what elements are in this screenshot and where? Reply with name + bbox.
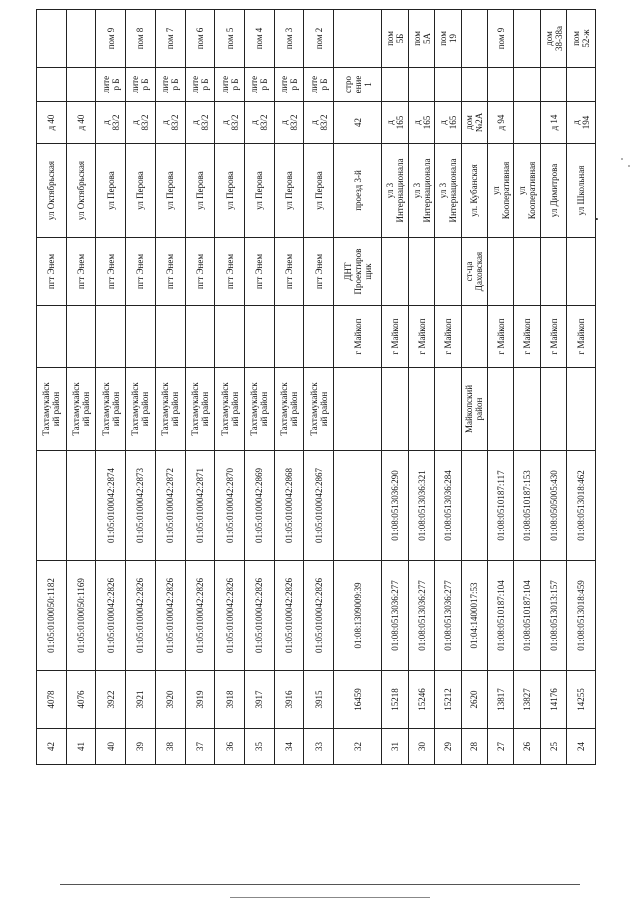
city-cell (274, 306, 304, 368)
house-cell: д 14 (540, 102, 566, 144)
city-cell: г Майкоп (514, 306, 540, 368)
premises-cell: пом 5 (215, 10, 245, 68)
room-cadastral-number-cell: 01:05:0100042:2871 (185, 451, 215, 561)
street-cell: ул Перова (274, 144, 304, 238)
house-cell: д 83/2 (155, 102, 185, 144)
row-number-cell: 33 (304, 729, 334, 765)
object-id-cell: 3915 (304, 671, 334, 729)
street-cell: ул Перова (185, 144, 215, 238)
city-cell (37, 306, 67, 368)
city-cell (96, 306, 126, 368)
table-row (488, 10, 514, 765)
building-cell: лите р Б (126, 68, 156, 102)
district-cell: Майкопский район (461, 368, 487, 451)
premises-cell: пом 6 (185, 10, 215, 68)
city-cell: г Майкоп (567, 306, 596, 368)
house-cell: д 194 (567, 102, 596, 144)
building-cell (567, 68, 596, 102)
object-id-cell: 3916 (274, 671, 304, 729)
cadastral-number-cell: 01:05:0100042:2826 (215, 561, 245, 671)
room-cadastral-number-cell (461, 451, 487, 561)
row-number-cell: 35 (244, 729, 274, 765)
object-id-cell: 3917 (244, 671, 274, 729)
table-row (244, 10, 274, 765)
scan-speck (595, 218, 598, 220)
city-cell (461, 306, 487, 368)
cadastral-number-cell: 01:08:0513036:277 (435, 561, 461, 671)
settlement-cell: пгт Энем (155, 238, 185, 306)
room-cadastral-number-cell: 01:05:0100042:2869 (244, 451, 274, 561)
row-number-cell: 26 (514, 729, 540, 765)
table-row (435, 10, 461, 765)
premises-cell (461, 10, 487, 68)
cadastral-number-cell: 01:08:0510187:104 (514, 561, 540, 671)
district-cell: Тахтамукайск ий район (304, 368, 334, 451)
house-cell: д 165 (382, 102, 408, 144)
settlement-cell (540, 238, 566, 306)
room-cadastral-number-cell: 01:08:0513036:321 (408, 451, 434, 561)
row-number-cell: 42 (37, 729, 67, 765)
district-cell: Тахтамукайск ий район (215, 368, 245, 451)
row-number-cell: 29 (435, 729, 461, 765)
cadastral-number-cell: 01:08:0510187:104 (488, 561, 514, 671)
settlement-cell: пгт Энем (274, 238, 304, 306)
district-cell (408, 368, 434, 451)
house-cell: д 83/2 (215, 102, 245, 144)
building-cell (435, 68, 461, 102)
cadastral-number-cell: 01:08:0513018:459 (567, 561, 596, 671)
object-id-cell: 3918 (215, 671, 245, 729)
building-cell: лите р Б (185, 68, 215, 102)
district-cell: Тахтамукайск ий район (185, 368, 215, 451)
premises-cell: пом 3 (274, 10, 304, 68)
house-cell: д 83/2 (244, 102, 274, 144)
row-number-cell: 28 (461, 729, 487, 765)
premises-cell (66, 10, 96, 68)
district-cell (540, 368, 566, 451)
street-cell: ул Димитрова (540, 144, 566, 238)
building-cell: лите р Б (244, 68, 274, 102)
row-number-cell: 36 (215, 729, 245, 765)
cadastral-number-cell: 01:05:0100042:2826 (244, 561, 274, 671)
street-cell: ул Октябрьская (66, 144, 96, 238)
room-cadastral-number-cell: 01:08:0510187:117 (488, 451, 514, 561)
cadastral-number-cell: 01:05:0100042:2826 (155, 561, 185, 671)
table-row (155, 10, 185, 765)
object-id-cell: 3921 (126, 671, 156, 729)
district-cell (514, 368, 540, 451)
building-cell: лите р Б (96, 68, 126, 102)
house-cell: 42 (334, 102, 382, 144)
room-cadastral-number-cell (334, 451, 382, 561)
scan-edge-line (230, 897, 430, 898)
building-cell: лите р Б (304, 68, 334, 102)
city-cell (244, 306, 274, 368)
property-register-table (36, 9, 596, 765)
street-cell: проезд 3-й (334, 144, 382, 238)
table-row (66, 10, 96, 765)
room-cadastral-number-cell: 01:08:0505005:430 (540, 451, 566, 561)
row-number-cell: 32 (334, 729, 382, 765)
street-cell: ул 3 Интернационала (408, 144, 434, 238)
city-cell: г Майкоп (435, 306, 461, 368)
premises-cell: пом 9 (96, 10, 126, 68)
settlement-cell: пгт Энем (185, 238, 215, 306)
table-row (126, 10, 156, 765)
city-cell: г Майкоп (488, 306, 514, 368)
table-body (37, 10, 596, 765)
street-cell: ул Перова (96, 144, 126, 238)
premises-cell: пом 4 (244, 10, 274, 68)
scan-speck (621, 158, 623, 160)
premises-cell: пом 8 (126, 10, 156, 68)
object-id-cell: 15218 (382, 671, 408, 729)
table-row (304, 10, 334, 765)
cadastral-number-cell: 01:08:0513036:277 (408, 561, 434, 671)
street-cell: ул Перова (155, 144, 185, 238)
building-cell: лите р Б (155, 68, 185, 102)
row-number-cell: 34 (274, 729, 304, 765)
premises-cell: пом 9 (488, 10, 514, 68)
street-cell: ул Перова (304, 144, 334, 238)
district-cell (382, 368, 408, 451)
row-number-cell: 27 (488, 729, 514, 765)
district-cell: Тахтамукайск ий район (274, 368, 304, 451)
scan-speck (628, 165, 630, 167)
building-cell: лите р Б (274, 68, 304, 102)
row-number-cell: 39 (126, 729, 156, 765)
object-id-cell: 14176 (540, 671, 566, 729)
house-cell: д 83/2 (274, 102, 304, 144)
cadastral-number-cell: 01:05:0100042:2826 (274, 561, 304, 671)
district-cell: Тахтамукайск ий район (66, 368, 96, 451)
object-id-cell: 15212 (435, 671, 461, 729)
settlement-cell: пгт Энем (96, 238, 126, 306)
district-cell: Тахтамукайск ий район (126, 368, 156, 451)
table-row (567, 10, 596, 765)
district-cell: Тахтамукайск ий район (155, 368, 185, 451)
object-id-cell: 3920 (155, 671, 185, 729)
room-cadastral-number-cell: 01:05:0100042:2867 (304, 451, 334, 561)
premises-cell: пом 7 (155, 10, 185, 68)
table-row (37, 10, 67, 765)
city-cell (215, 306, 245, 368)
table-row (540, 10, 566, 765)
city-cell (155, 306, 185, 368)
settlement-cell (408, 238, 434, 306)
table-row (185, 10, 215, 765)
district-cell (488, 368, 514, 451)
row-number-cell: 31 (382, 729, 408, 765)
house-cell: дом №2А (461, 102, 487, 144)
table-row (274, 10, 304, 765)
street-cell: ул 3 Интернационала (382, 144, 408, 238)
city-cell (185, 306, 215, 368)
street-cell: ул 3 Интернационала (435, 144, 461, 238)
table-row (96, 10, 126, 765)
city-cell (304, 306, 334, 368)
street-cell: ул Перова (244, 144, 274, 238)
building-cell (382, 68, 408, 102)
settlement-cell: ДНТ Проектиров щик (334, 238, 382, 306)
house-cell: д 83/2 (185, 102, 215, 144)
premises-cell (334, 10, 382, 68)
building-cell (37, 68, 67, 102)
object-id-cell: 16459 (334, 671, 382, 729)
premises-cell: пом 5А (408, 10, 434, 68)
object-id-cell: 15246 (408, 671, 434, 729)
district-cell: Тахтамукайск ий район (244, 368, 274, 451)
city-cell (66, 306, 96, 368)
object-id-cell: 13827 (514, 671, 540, 729)
row-number-cell: 37 (185, 729, 215, 765)
object-id-cell: 4078 (37, 671, 67, 729)
street-cell: ул. Кубанская (461, 144, 487, 238)
cadastral-number-cell: 01:04:1400017:53 (461, 561, 487, 671)
building-cell (408, 68, 434, 102)
room-cadastral-number-cell: 01:05:0100042:2868 (274, 451, 304, 561)
house-cell: д 83/2 (126, 102, 156, 144)
table-row (215, 10, 245, 765)
row-number-cell: 40 (96, 729, 126, 765)
row-number-cell: 41 (66, 729, 96, 765)
district-cell: Тахтамукайск ий район (96, 368, 126, 451)
house-cell (514, 102, 540, 144)
premises-cell: пом 5Б (382, 10, 408, 68)
room-cadastral-number-cell: 01:08:0513018:462 (567, 451, 596, 561)
premises-cell: дом 38-38а (540, 10, 566, 68)
settlement-cell: пгт Энем (66, 238, 96, 306)
cadastral-number-cell: 01:05:0100050:1182 (37, 561, 67, 671)
object-id-cell: 3919 (185, 671, 215, 729)
room-cadastral-number-cell (37, 451, 67, 561)
room-cadastral-number-cell: 01:05:0100042:2872 (155, 451, 185, 561)
row-number-cell: 38 (155, 729, 185, 765)
room-cadastral-number-cell: 01:08:0513036:290 (382, 451, 408, 561)
premises-cell (514, 10, 540, 68)
district-cell (435, 368, 461, 451)
premises-cell (37, 10, 67, 68)
table-row (382, 10, 408, 765)
room-cadastral-number-cell (66, 451, 96, 561)
house-cell: д 94 (488, 102, 514, 144)
city-cell: г Майкоп (408, 306, 434, 368)
city-cell: г Майкоп (382, 306, 408, 368)
cadastral-number-cell: 01:05:0100042:2826 (304, 561, 334, 671)
premises-cell: пом 52-ж (567, 10, 596, 68)
building-cell (488, 68, 514, 102)
settlement-cell (514, 238, 540, 306)
street-cell: ул Октябрьская (37, 144, 67, 238)
building-cell (461, 68, 487, 102)
cadastral-number-cell: 01:08:0513036:277 (382, 561, 408, 671)
district-cell: Тахтамукайск ий район (37, 368, 67, 451)
street-cell: ул Перова (215, 144, 245, 238)
city-cell: г Майкоп (334, 306, 382, 368)
building-cell (540, 68, 566, 102)
building-cell: лите р Б (215, 68, 245, 102)
house-cell: д 40 (66, 102, 96, 144)
cadastral-number-cell: 01:05:0100042:2826 (96, 561, 126, 671)
cadastral-number-cell: 01:08:0513013:157 (540, 561, 566, 671)
table-row (334, 10, 382, 765)
street-cell: ул Кооперативная (514, 144, 540, 238)
street-cell: ул Школьная (567, 144, 596, 238)
room-cadastral-number-cell: 01:05:0100042:2873 (126, 451, 156, 561)
row-number-cell: 24 (567, 729, 596, 765)
street-cell: ул Кооперативная (488, 144, 514, 238)
house-cell: д 40 (37, 102, 67, 144)
table-row (514, 10, 540, 765)
cadastral-number-cell: 01:05:0100050:1169 (66, 561, 96, 671)
city-cell (126, 306, 156, 368)
settlement-cell (567, 238, 596, 306)
row-number-cell: 30 (408, 729, 434, 765)
premises-cell: пом 2 (304, 10, 334, 68)
district-cell (334, 368, 382, 451)
object-id-cell: 2620 (461, 671, 487, 729)
settlement-cell: пгт Энем (244, 238, 274, 306)
table-row (461, 10, 487, 765)
settlement-cell: пгт Энем (215, 238, 245, 306)
object-id-cell: 3922 (96, 671, 126, 729)
street-cell: ул Перова (126, 144, 156, 238)
settlement-cell: пгт Энем (304, 238, 334, 306)
object-id-cell: 14255 (567, 671, 596, 729)
settlement-cell: пгт Энем (37, 238, 67, 306)
building-cell (66, 68, 96, 102)
object-id-cell: 13817 (488, 671, 514, 729)
house-cell: д 83/2 (304, 102, 334, 144)
room-cadastral-number-cell: 01:05:0100042:2870 (215, 451, 245, 561)
cadastral-number-cell: 01:05:0100042:2826 (185, 561, 215, 671)
row-number-cell: 25 (540, 729, 566, 765)
cadastral-number-cell: 01:08:1309009:39 (334, 561, 382, 671)
district-cell (567, 368, 596, 451)
settlement-cell (382, 238, 408, 306)
room-cadastral-number-cell: 01:08:0513036:284 (435, 451, 461, 561)
cadastral-number-cell: 01:05:0100042:2826 (126, 561, 156, 671)
house-cell: д 83/2 (96, 102, 126, 144)
settlement-cell: пгт Энем (126, 238, 156, 306)
city-cell: г Майкоп (540, 306, 566, 368)
building-cell (514, 68, 540, 102)
table-row (408, 10, 434, 765)
building-cell: стро ение 1 (334, 68, 382, 102)
premises-cell: пом 19 (435, 10, 461, 68)
room-cadastral-number-cell: 01:05:0100042:2874 (96, 451, 126, 561)
settlement-cell (435, 238, 461, 306)
house-cell: д 165 (408, 102, 434, 144)
house-cell: д 165 (435, 102, 461, 144)
settlement-cell (488, 238, 514, 306)
settlement-cell: ст-ца Даховская (461, 238, 487, 306)
object-id-cell: 4076 (66, 671, 96, 729)
room-cadastral-number-cell: 01:08:0510187:153 (514, 451, 540, 561)
scan-edge-line (60, 884, 580, 885)
